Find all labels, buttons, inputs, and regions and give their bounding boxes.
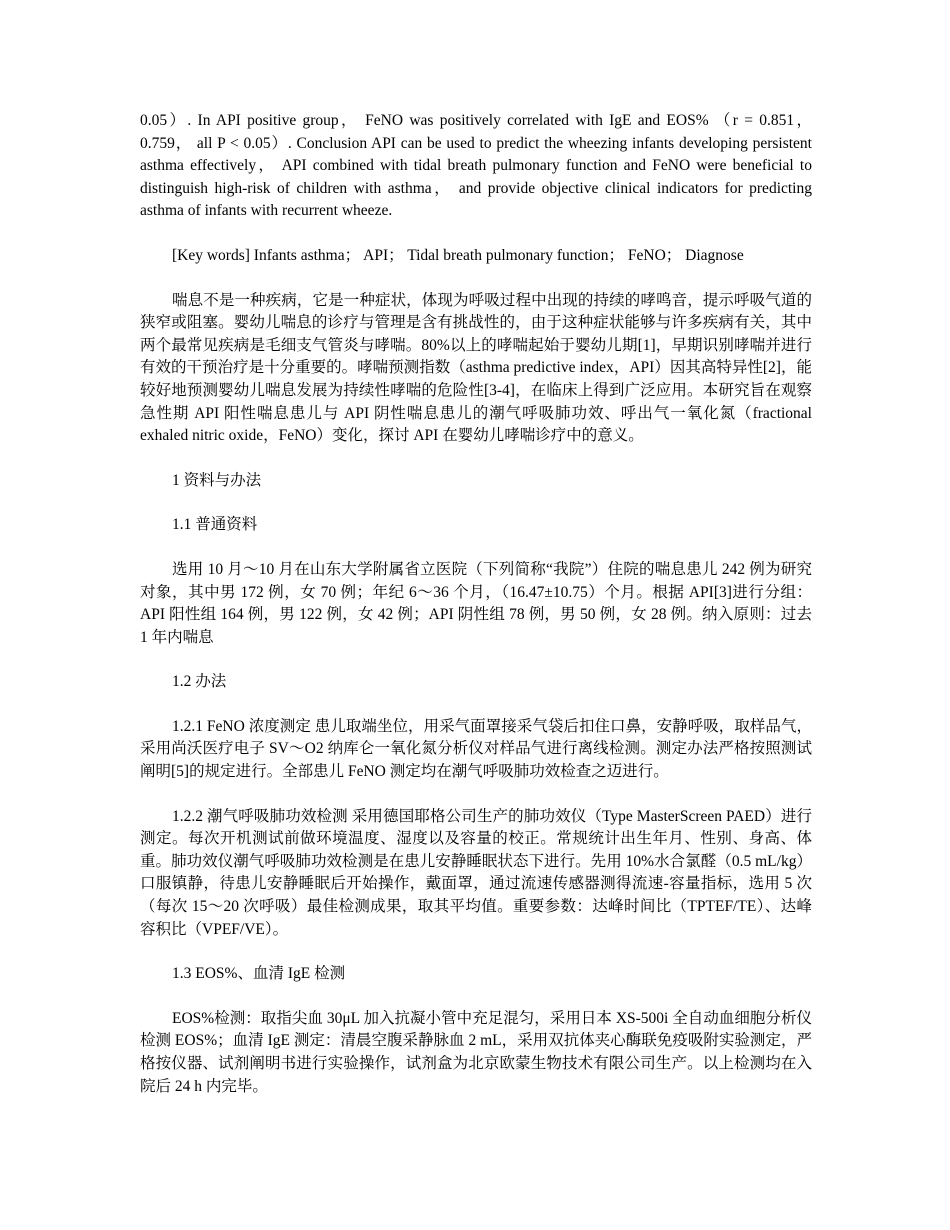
tidal-breath-method-paragraph: 1.2.2 潮气呼吸肺功效检测 采用德国耶格公司生产的肺功效仪（Type MasterScreen PAED）进行测定。每次开机测试前做环境温度、湿度以及容量的校正。常规统计出生年月、性别、身高、体重。肺功效仪潮气呼吸肺功效检测是在患儿安静睡眠状态下进行。先用 10%水合氯醛（0.5 mL/kg）口服镇静，待患儿安静睡眠后开始操作，戴面罩，通过流速传感器测得流速-容量指标，选用 5 次（每次 15～20 次呼吸）最佳检测成果，取其平均值。重要参数：达峰时间比（TPTEF/TE）、达峰容积比（VPEF/VE）。 (140, 807, 812, 938)
feno-method-paragraph: 1.2.1 FeNO 浓度测定 患儿取端坐位，用采气面罩接采气袋后扣住口鼻，安静呼吸，取样品气，采用尚沃医疗电子 SV～O2 纳库仑一氧化氮分析仪对样品气进行离线检测。测定办法严格按照测试阐明[5]的规定进行。全部患儿 FeNO 测定均在潮气呼吸肺功效检查之迈进行。 (140, 717, 812, 781)
section-heading-1-2: 1.2 办法 (172, 673, 227, 691)
document-page (140, 110, 812, 1120)
section-heading-1: 1 资料与办法 (172, 471, 262, 489)
intro-paragraph: 喘息不是一种疾病，它是一种症状，体现为呼吸过程中出现的持续的哮鸣音，提示呼吸气道的狭窄或阻塞。婴幼儿喘息的诊疗与管理是含有挑战性的，由于这种症状能够与许多疾病有关，其中两个最常见疾病是毛细支气管炎与哮喘。80%以上的哮喘起始于婴幼儿期[1]，早期识别哮喘并进行有效的干预治疗是十分重要的。哮喘预测指数（asthma predictive index，API）因其高特异性[2]，能较好地预测婴幼儿喘息发展为持续性哮喘的危险性[3-4]，在临床上得到广泛应用。本研究旨在观察急性期 API 阳性喘息患儿与 API 阴性喘息患儿的潮气呼吸肺功效、呼出气一氧化氮（fractional exhaled nitric oxide，FeNO）变化，探讨 API 在婴幼儿哮喘诊疗中的意义。 (140, 291, 812, 445)
keywords-line: [Key words] Infants asthma； API； Tidal breath pulmonary function； FeNO； Diagnose (172, 246, 744, 264)
abstract-english-tail: 0.05）. In API positive group， FeNO was positively correlated with IgE and EOS% （r = 0.851，0.759， all P < 0.05）. Conclusion API can be used to predict the wheezing infants developing persistent asthma effectively， API combined with tidal breath pulmonary function and FeNO were beneficial to distinguish high-risk of children with asthma， and provide objective clinical indicators for predicting asthma of infants with recurrent wheeze. (140, 112, 812, 220)
section-heading-1-3: 1.3 EOS%、血清 IgE 检测 (172, 965, 346, 983)
section-heading-1-1: 1.1 普通资料 (172, 516, 258, 534)
eos-ige-method-paragraph: EOS%检测：取指尖血 30μL 加入抗凝小管中充足混匀，采用日本 XS-500i 全自动血细胞分析仪检测 EOS%；血清 IgE 测定：清晨空腹采静脉血 2 mL，采用双抗体夹心酶联免疫吸附实验测定，严格按仪器、试剂阐明书进行实验操作，试剂盒为北京欧蒙生物技术有限公司生产。以上检测均在入院后 24 h 内完毕。 (140, 1009, 812, 1095)
general-data-paragraph: 选用 10 月～10 月在山东大学附属省立医院（下列简称“我院”）住院的喘息患儿 242 例为研究对象，其中男 172 例，女 70 例；年纪 6～36 个月，（16.47±10.75）个月。根据 API[3]进行分组：API 阳性组 164 例，男 122 例，女 42 例；API 阴性组 78 例，男 50 例，女 28 例。纳入原则：过去 1 年内喘息 (140, 560, 812, 646)
